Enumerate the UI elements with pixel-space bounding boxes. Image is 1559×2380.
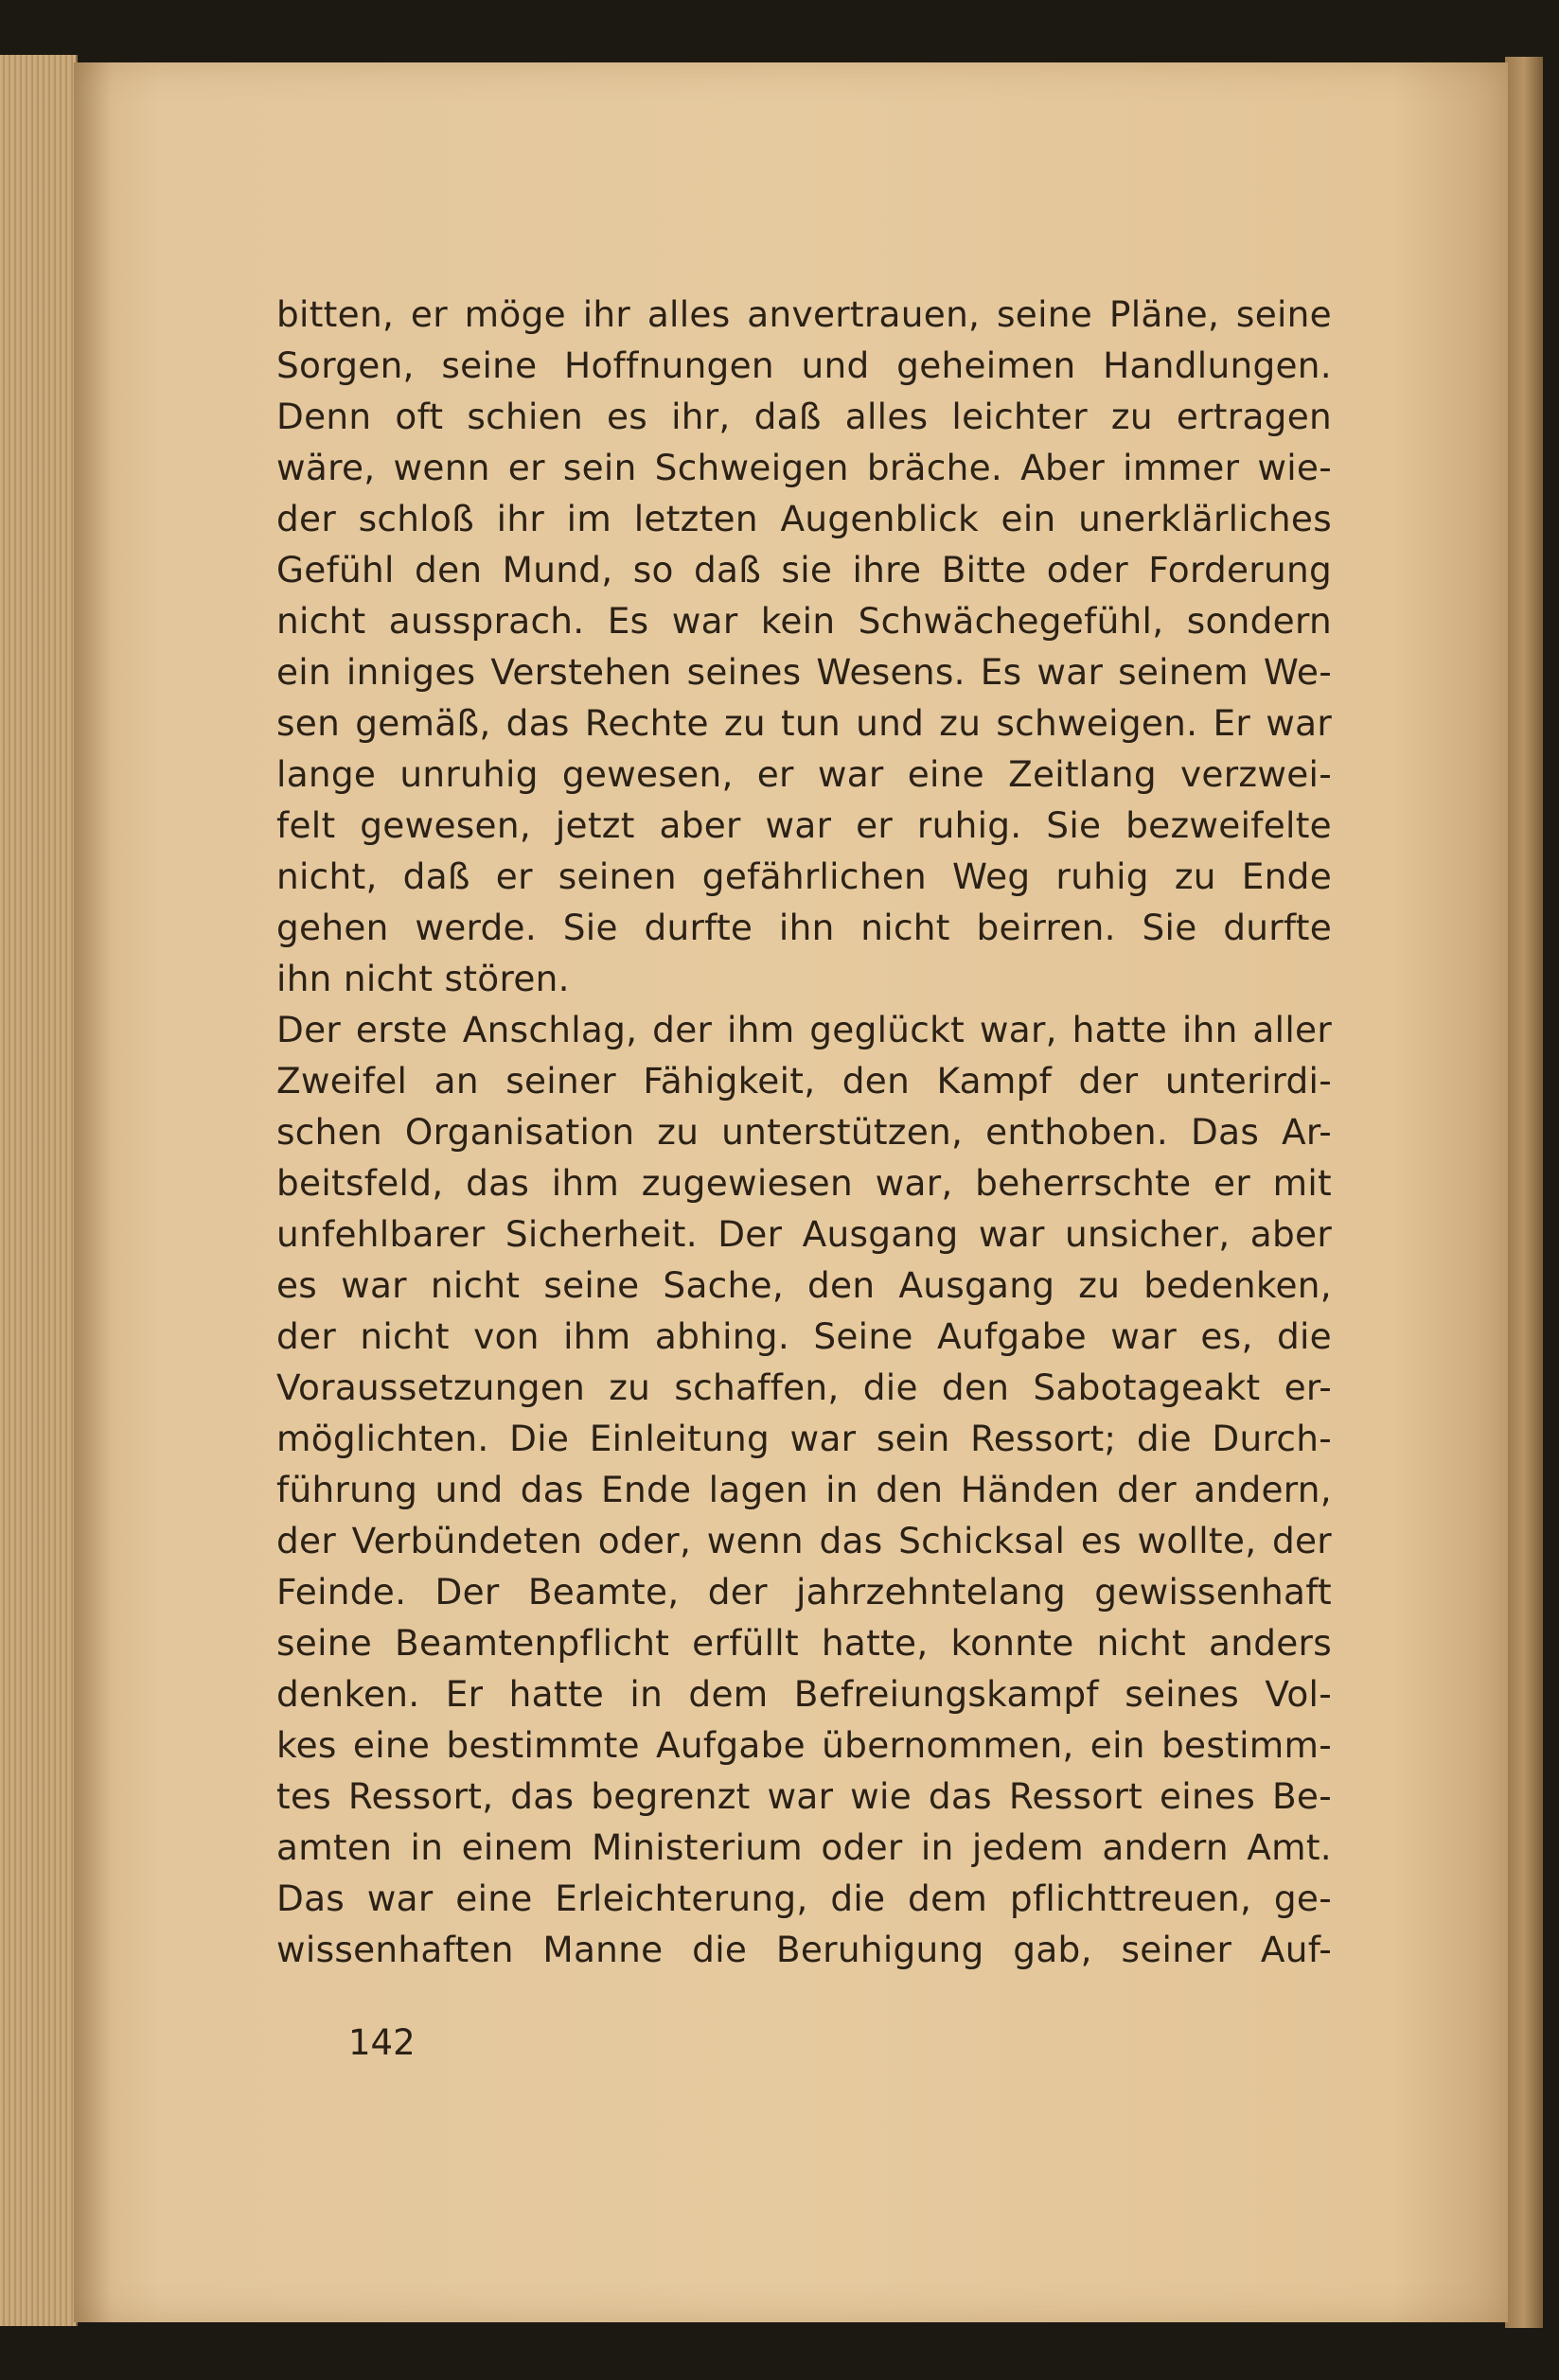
text-line: Denn oft schien es ihr, daß alles leichter zu ertragen	[276, 396, 1332, 437]
text-line: möglichten. Die Einleitung war sein Ressort; die Durch-	[276, 1418, 1332, 1459]
text-line: der nicht von ihm abhing. Seine Aufgabe war es, die	[276, 1315, 1332, 1357]
text-line: Voraussetzungen zu schaffen, die den Sabotageakt er-	[276, 1366, 1332, 1408]
text-line: der Verbündeten oder, wenn das Schicksal es wollte, der	[276, 1520, 1332, 1561]
text-line: Der erste Anschlag, der ihm geglückt war, hatte ihn aller	[276, 1009, 1332, 1050]
text-line: schen Organisation zu unterstützen, enthoben. Das Ar-	[276, 1111, 1332, 1153]
text-line: Zweifel an seiner Fähigkeit, den Kampf der unterirdi-	[276, 1060, 1332, 1102]
text-line: führung und das Ende lagen in den Händen der andern,	[276, 1469, 1332, 1510]
text-line: denken. Er hatte in dem Befreiungskampf seines Vol-	[276, 1673, 1332, 1715]
text-line: amten in einem Ministerium oder in jedem andern Amt.	[276, 1826, 1332, 1868]
text-line: nicht aussprach. Es war kein Schwächegefühl, sondern	[276, 600, 1332, 642]
text-line: ein inniges Verstehen seines Wesens. Es war seinem We-	[276, 651, 1332, 693]
text-line: bitten, er möge ihr alles anvertrauen, seine Pläne, seine	[276, 293, 1332, 335]
gutter-shadow	[74, 62, 112, 2322]
text-line: nicht, daß er seinen gefährlichen Weg ruhig zu Ende	[276, 855, 1332, 897]
text-line: felt gewesen, jetzt aber war er ruhig. Sie bezweifelte	[276, 804, 1332, 846]
text-line: wäre, wenn er sein Schweigen bräche. Aber immer wie-	[276, 447, 1332, 488]
text-line: Feinde. Der Beamte, der jahrzehntelang gewissenhaft	[276, 1571, 1332, 1613]
text-line: seine Beamtenpflicht erfüllt hatte, konnte nicht anders	[276, 1622, 1332, 1664]
text-line: ihn nicht stören.	[276, 958, 570, 999]
text-line: der schloß ihr im letzten Augenblick ein unerklärliches	[276, 498, 1332, 539]
book-cover-edge	[1505, 57, 1543, 2328]
text-line: Das war eine Erleichterung, die dem pflichttreuen, ge-	[276, 1878, 1332, 1919]
text-line: beitsfeld, das ihm zugewiesen war, beherrschte er mit	[276, 1162, 1332, 1204]
text-line: Sorgen, seine Hoffnungen und geheimen Handlungen.	[276, 344, 1332, 386]
page-edges-stack	[0, 55, 78, 2326]
text-line: unfehlbarer Sicherheit. Der Ausgang war unsicher, aber	[276, 1213, 1332, 1255]
text-line: kes eine bestimmte Aufgabe übernommen, ein bestimm-	[276, 1724, 1332, 1766]
text-line: sen gemäß, das Rechte zu tun und zu schweigen. Er war	[276, 702, 1332, 744]
text-line: lange unruhig gewesen, er war eine Zeitlang verzwei-	[276, 753, 1332, 795]
body-text	[276, 289, 1332, 1975]
text-line: gehen werde. Sie durfte ihn nicht beirren. Sie durfte	[276, 907, 1332, 948]
text-line: tes Ressort, das begrenzt war wie das Ressort eines Be-	[276, 1775, 1332, 1817]
page-number: 142	[348, 2022, 416, 2063]
text-line: Gefühl den Mund, so daß sie ihre Bitte oder Forderung	[276, 549, 1332, 591]
text-line: wissenhaften Manne die Beruhigung gab, seiner Auf-	[276, 1929, 1332, 1970]
text-line: es war nicht seine Sache, den Ausgang zu bedenken,	[276, 1264, 1332, 1306]
